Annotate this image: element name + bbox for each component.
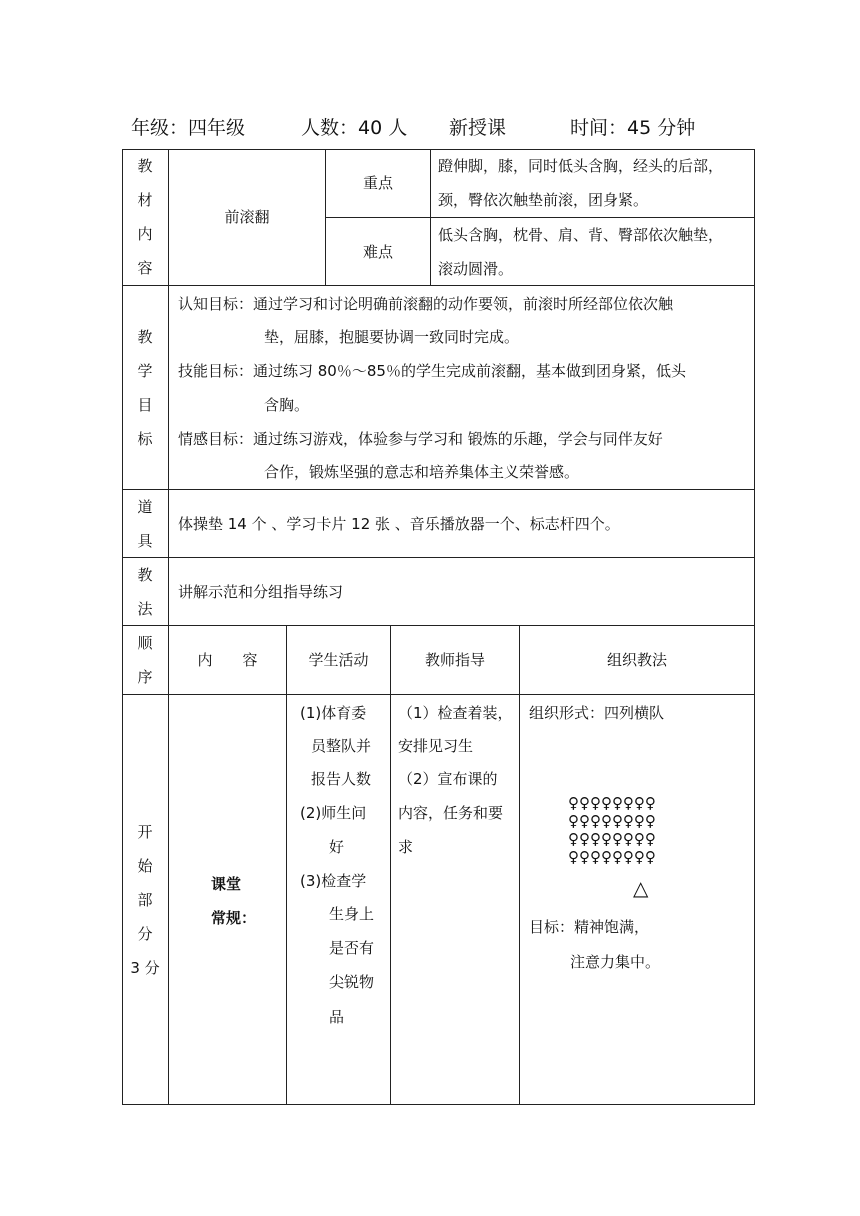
formation-row: ♀♀♀♀♀♀♀♀ [568,794,656,812]
key-point-label: 重点 [362,174,393,192]
opening-section-label: 开 始 部 分 3 分 [130,823,160,977]
objectives-label: 教 学 目 标 [137,328,153,448]
student-activity-line: 报告人数 [311,770,372,788]
formation-row: ♀♀♀♀♀♀♀♀ [568,848,656,866]
topic-text: 前滚翻 [224,208,270,226]
content-column-header: 内 容 [197,651,258,669]
teacher-guidance-line: （2）宣布课的 [398,770,498,788]
key-point-line-2: 颈，臀依次触垫前滚，团身紧。 [438,191,649,209]
difficulty-line-2: 滚动圆滑。 [438,260,514,278]
teacher-guidance-line: 内容，任务和要 [398,804,504,822]
student-activity-line: 生身上 [329,905,375,923]
key-point-line-1: 蹬伸脚，膝，同时低头含胸，经头的后部， [438,157,724,175]
equipment-label: 道 具 [137,498,153,550]
method-label: 教 法 [137,566,153,618]
student-activity-line: (1)体育委 [300,704,367,722]
objective-cognitive-line-2: 垫，屈膝，抱腿要协调一致同时完成。 [264,328,520,346]
objective-affective-line-2: 合作，锻炼坚强的意志和培养集体主义荣誉感。 [264,463,580,481]
difficulty-line-1: 低头含胸，枕骨、肩、背、臀部依次触垫， [438,226,724,244]
time-text: 时间：45 分钟 [570,117,696,139]
student-activity-line: 品 [329,1008,345,1026]
goal-line-1: 目标：精神饱满， [529,918,650,936]
teacher-guidance-line: 安排见习生 [398,737,474,755]
grade-text: 年级：四年级 [131,117,246,139]
objective-affective-line-1: 情感目标：通过练习游戏，体验参与学习和 锻炼的乐趣，学会与同伴友好 [178,430,663,448]
teacher-guidance-column-header: 教师指导 [424,651,485,669]
objective-cognitive-line-1: 认知目标：通过学习和讨论明确前滚翻的动作要领，前滚时所经部位依次触 [178,295,674,313]
student-activity-line: 是否有 [329,939,375,957]
formation-row: ♀♀♀♀♀♀♀♀ [568,812,656,830]
student-activity-line: (3)检查学 [300,872,367,890]
method-text: 讲解示范和分组指导练习 [178,583,344,601]
student-activity-line: 好 [329,838,345,856]
organization-form-text: 组织形式：四列横队 [529,704,665,722]
routine-line-2: 常规： [211,909,257,927]
difficulty-label: 难点 [362,243,393,261]
formation-row: ♀♀♀♀♀♀♀♀ [568,830,656,848]
teacher-guidance-line: 求 [398,838,414,856]
order-column-header: 顺 序 [137,634,153,686]
routine-line-1: 课堂 [211,875,242,893]
student-activity-line: 尖锐物 [329,973,375,991]
equipment-text: 体操垫 14 个 、学习卡片 12 张 、音乐播放器一个、标志杆四个。 [178,515,620,533]
materials-label: 教 材 内 容 [137,157,153,277]
lesson-type-text: 新授课 [449,117,507,139]
organization-column-header: 组织教法 [606,651,667,669]
teacher-guidance-line: （1）检查着装， [398,704,513,722]
student-activity-column-header: 学生活动 [308,651,369,669]
goal-line-2: 注意力集中。 [570,953,661,971]
student-count-text: 人数：40 人 [301,117,408,139]
teacher-position-triangle-icon: △ [633,876,649,900]
objective-skill-line-1: 技能目标：通过练习 80％～85％的学生完成前滚翻，基本做到团身紧，低头 [178,362,686,380]
objective-skill-line-2: 含胸。 [264,396,310,414]
student-activity-line: (2)师生问 [300,804,367,822]
student-activity-line: 员整队并 [311,737,372,755]
